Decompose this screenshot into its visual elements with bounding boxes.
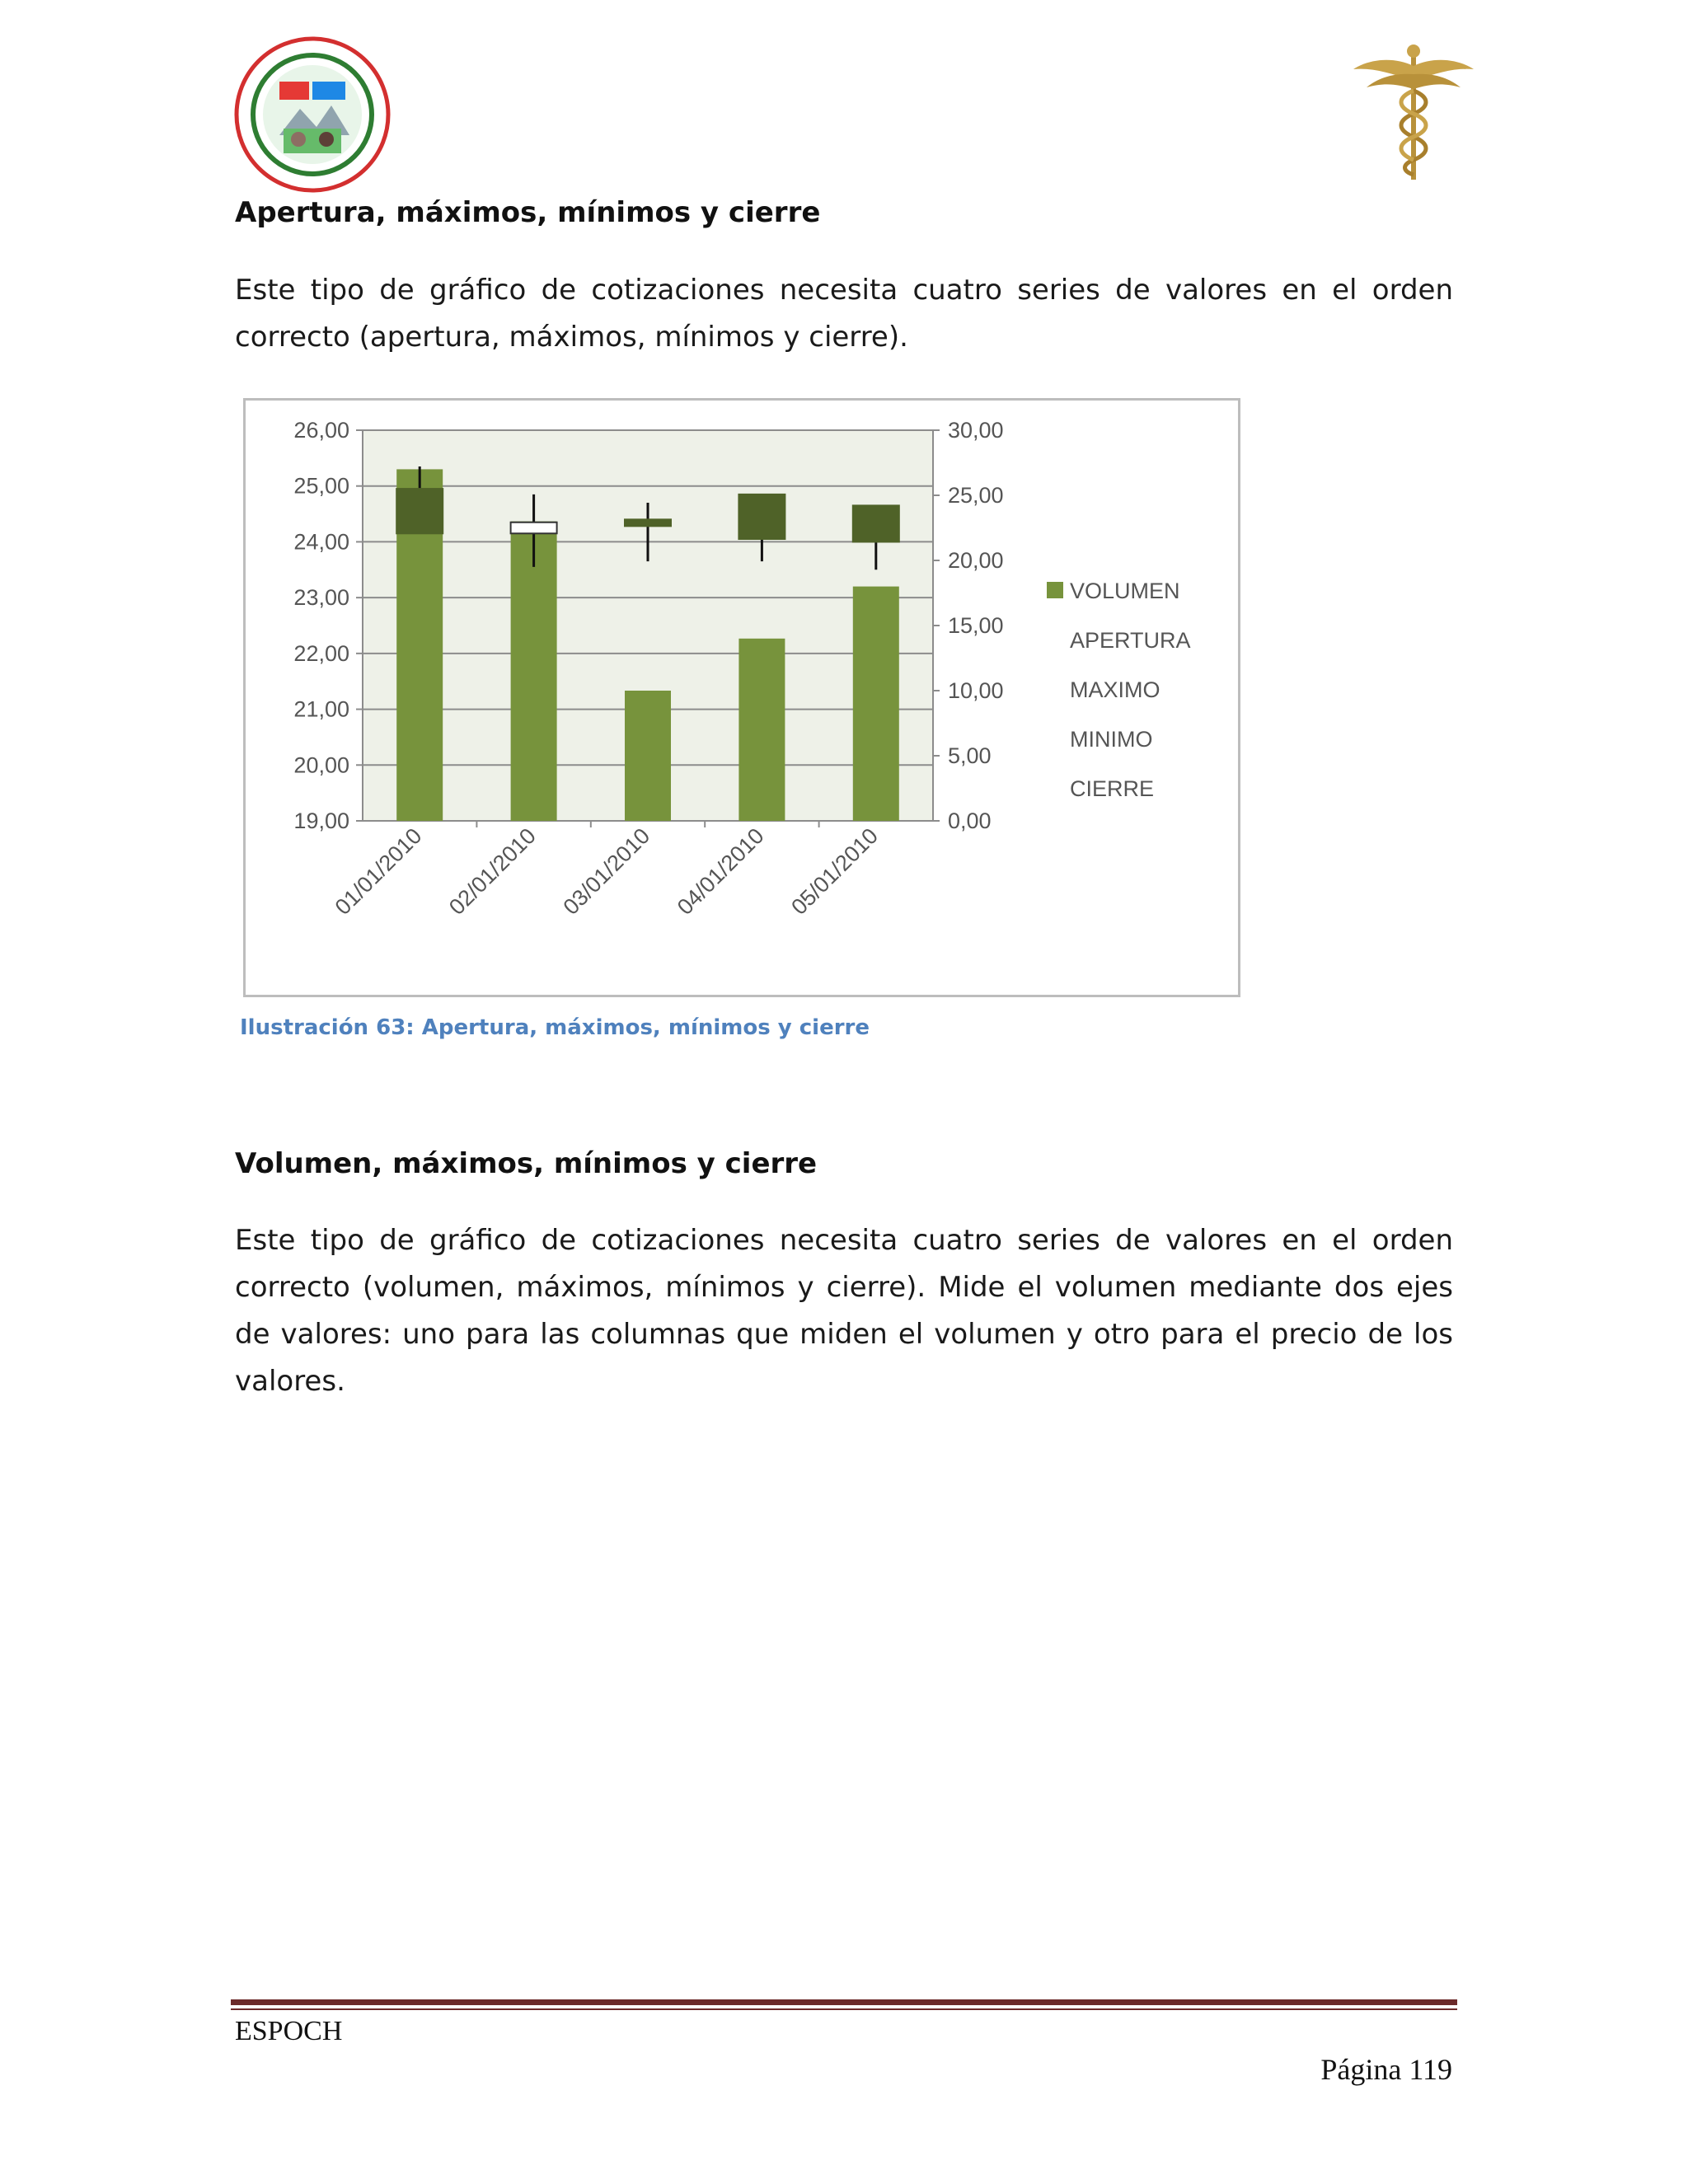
right-axis-tick-label: 30,00 xyxy=(948,418,1004,443)
volume-bar xyxy=(738,639,785,821)
right-axis-tick-label: 5,00 xyxy=(948,743,992,768)
legend-entry: MAXIMO xyxy=(1070,677,1160,702)
caduceus-icon xyxy=(1352,41,1475,183)
espoch-seal-logo xyxy=(234,36,391,193)
section-heading-apertura: Apertura, máximos, mínimos y cierre xyxy=(235,196,821,229)
volume-bar xyxy=(853,587,899,821)
right-axis-tick-label: 25,00 xyxy=(948,483,1004,508)
right-axis-tick-label: 0,00 xyxy=(948,808,992,833)
figure-caption: Ilustración 63: Apertura, máximos, mínimos y cierre xyxy=(240,1015,870,1040)
footer-rule-thin xyxy=(231,2008,1457,2010)
candle-body-rising xyxy=(738,494,785,539)
left-axis-tick-label: 22,00 xyxy=(293,640,349,666)
footer-institution: ESPOCH xyxy=(235,2016,343,2046)
candle-body-falling xyxy=(511,523,557,534)
footer-rule xyxy=(231,1999,1457,2005)
stock-chart xyxy=(243,398,1240,997)
volume-bar xyxy=(625,691,671,821)
left-axis-tick-label: 20,00 xyxy=(293,752,349,778)
legend-entry: CIERRE xyxy=(1070,776,1155,801)
legend-entry: VOLUMEN xyxy=(1070,579,1180,603)
x-axis-category-label: 04/01/2010 xyxy=(672,823,769,920)
x-axis-category-label: 03/01/2010 xyxy=(558,823,655,920)
candle-body-rising xyxy=(625,519,671,526)
section-paragraph-apertura: Este tipo de gráfico de cotizaciones necesita cuatro series de valores en el orden correcto (apertura, máximos, mínimos y cierre). xyxy=(235,274,1453,354)
left-axis-tick-label: 24,00 xyxy=(293,529,349,555)
stock-chart-svg xyxy=(246,401,1238,995)
legend-entry: MINIMO xyxy=(1070,727,1153,752)
left-axis-tick-label: 21,00 xyxy=(293,696,349,722)
section-paragraph-volumen: Este tipo de gráfico de cotizaciones necesita cuatro series de valores en el orden correcto (volumen, máximos, mínimos y cierre). Mide el volumen mediante dos ejes de valores: uno para las columnas que miden el volumen y otro para el precio de los valores. xyxy=(235,1224,1453,1398)
right-axis-tick-label: 15,00 xyxy=(948,613,1004,638)
left-axis-tick-label: 19,00 xyxy=(293,808,349,833)
section-heading-volumen: Volumen, máximos, mínimos y cierre xyxy=(235,1147,818,1180)
right-axis-tick-label: 10,00 xyxy=(948,678,1004,703)
left-axis-tick-label: 23,00 xyxy=(293,585,349,611)
right-axis-tick-label: 20,00 xyxy=(948,548,1004,573)
candle-body-rising xyxy=(853,505,899,541)
left-axis-tick-label: 26,00 xyxy=(293,418,349,443)
candle-body-rising xyxy=(396,489,443,533)
page-number: Página 119 xyxy=(1320,2053,1452,2086)
x-axis-category-label: 01/01/2010 xyxy=(330,823,427,920)
x-axis-category-label: 05/01/2010 xyxy=(786,823,884,920)
left-axis-tick-label: 25,00 xyxy=(293,473,349,499)
x-axis-category-label: 02/01/2010 xyxy=(444,823,541,920)
legend-entry: APERTURA xyxy=(1070,628,1191,653)
legend-swatch-volume xyxy=(1047,582,1063,598)
